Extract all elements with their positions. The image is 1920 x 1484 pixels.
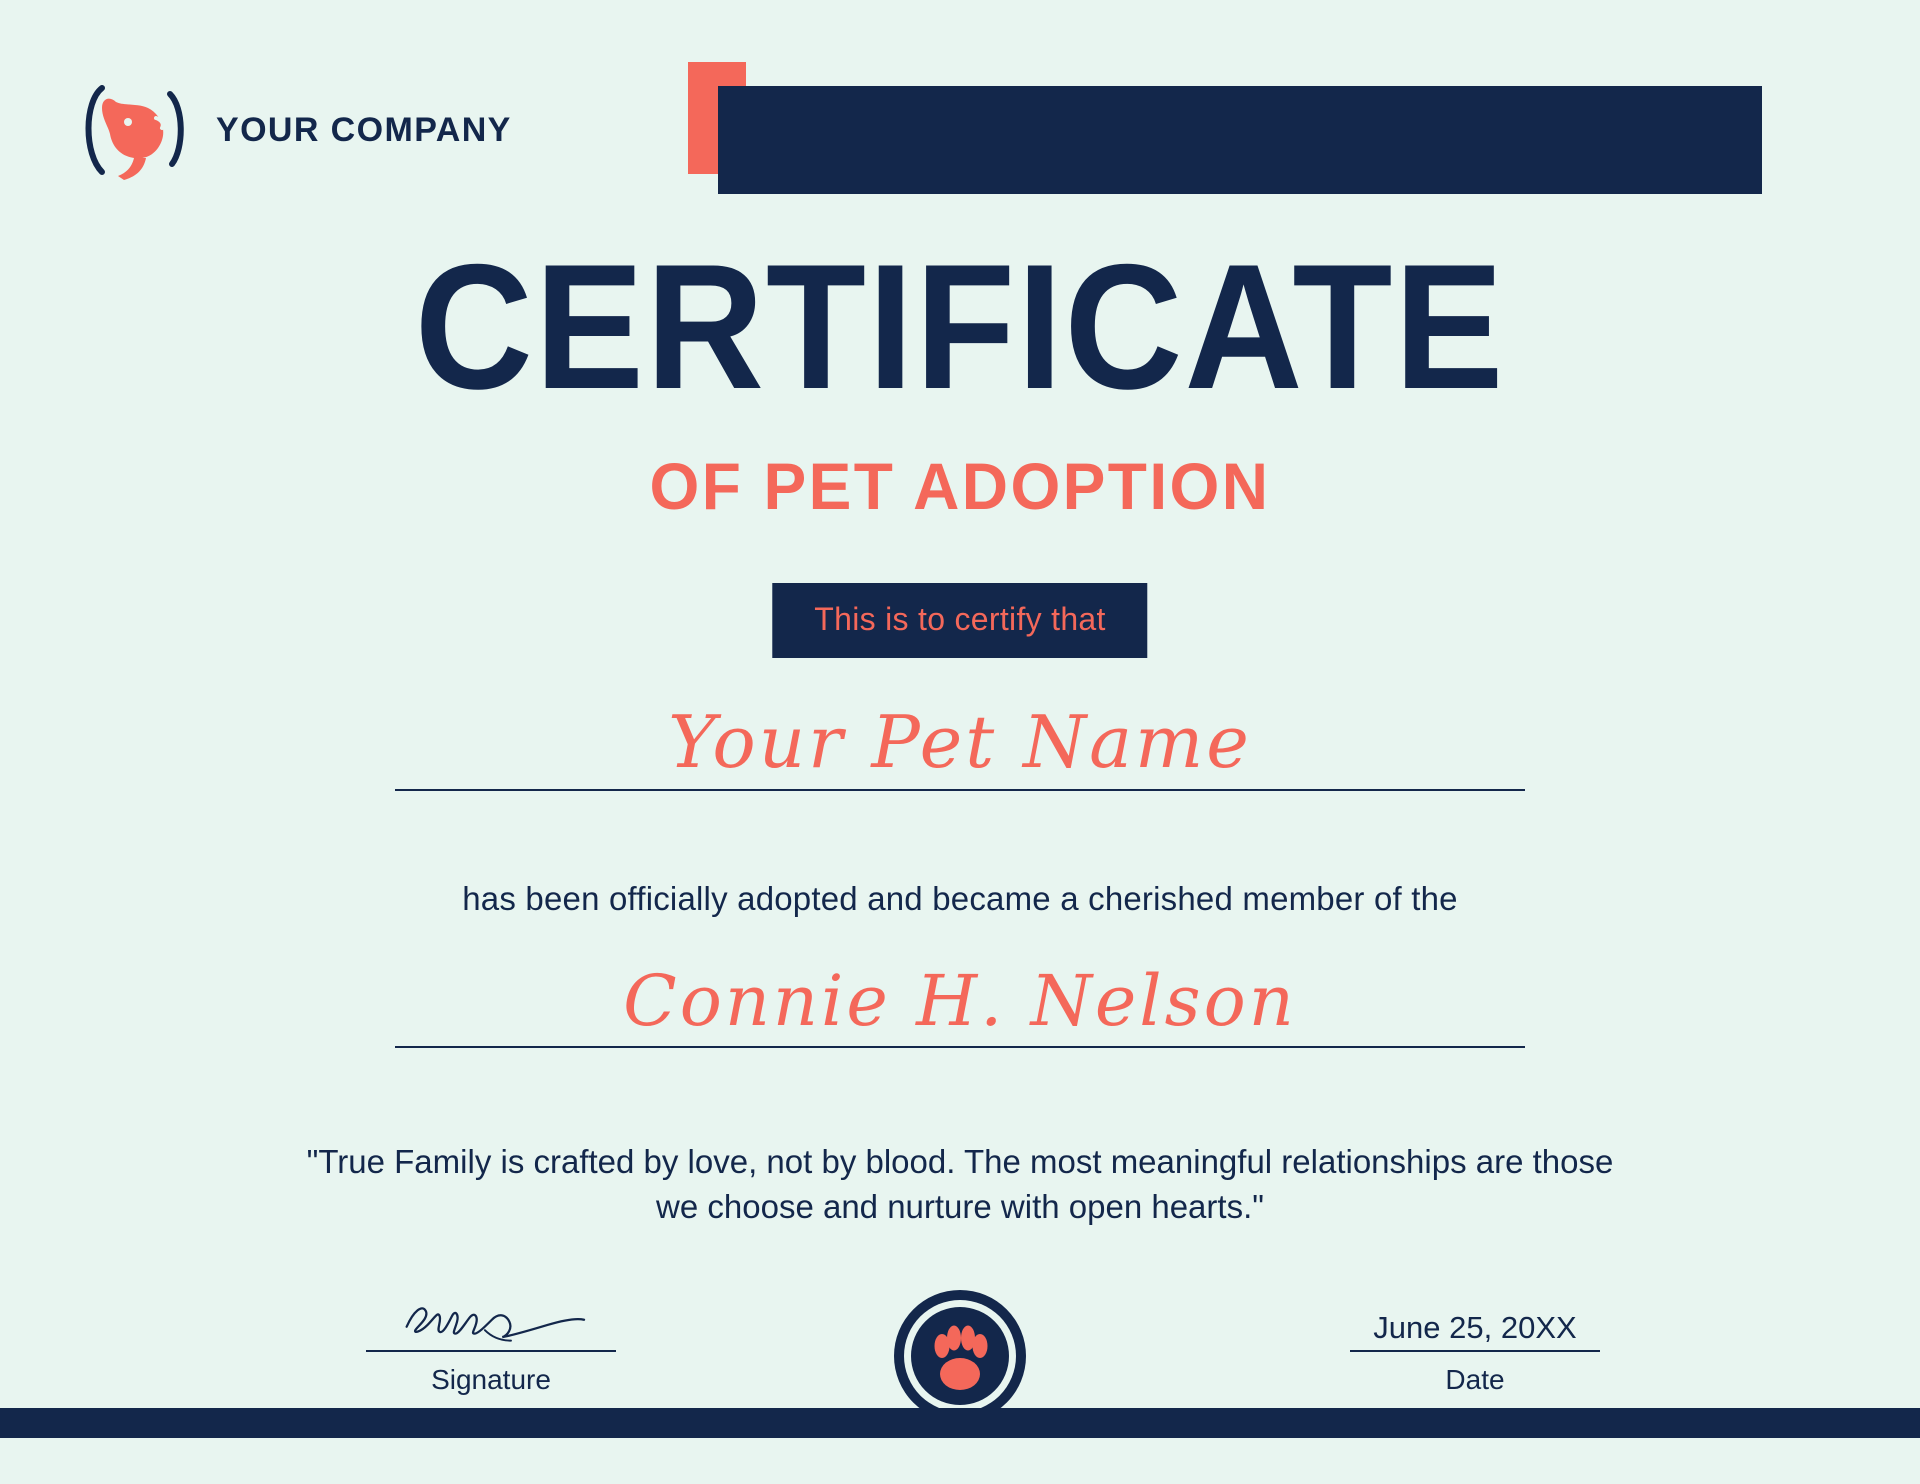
signature-rule bbox=[366, 1350, 616, 1352]
signature-mark-icon bbox=[366, 1290, 616, 1346]
footer-bar bbox=[0, 1408, 1920, 1438]
middle-text: has been officially adopted and became a cherished member of the bbox=[462, 880, 1458, 917]
adopter-name-rule bbox=[395, 1046, 1525, 1048]
pet-name-value: Your Pet Name bbox=[668, 700, 1252, 784]
date-value: June 25, 20XX bbox=[1373, 1310, 1577, 1345]
signature-block bbox=[366, 1290, 616, 1396]
signature-label: Signature bbox=[431, 1364, 551, 1395]
paw-print-seal-icon bbox=[892, 1288, 1028, 1424]
date-label: Date bbox=[1445, 1364, 1505, 1395]
date-rule bbox=[1350, 1350, 1600, 1352]
brand-header bbox=[72, 78, 512, 182]
certificate-subtitle: OF PET ADOPTION bbox=[649, 449, 1271, 523]
adopter-name-field bbox=[395, 962, 1525, 1048]
company-name: YOUR COMPANY bbox=[216, 110, 512, 149]
certificate-title: CERTIFICATE bbox=[414, 227, 1506, 426]
dog-head-icon bbox=[72, 78, 190, 182]
header-dark-bar bbox=[718, 86, 1762, 194]
date-block bbox=[1350, 1290, 1600, 1396]
certify-tag: This is to certify that bbox=[772, 583, 1147, 658]
pet-name-field bbox=[395, 702, 1525, 791]
quote-text: "True Family is crafted by love, not by blood. The most meaningful relationships are those we choose and nurture with open hearts." bbox=[306, 1143, 1614, 1225]
adopter-name-value: Connie H. Nelson bbox=[623, 960, 1297, 1042]
pet-name-rule bbox=[395, 789, 1525, 791]
